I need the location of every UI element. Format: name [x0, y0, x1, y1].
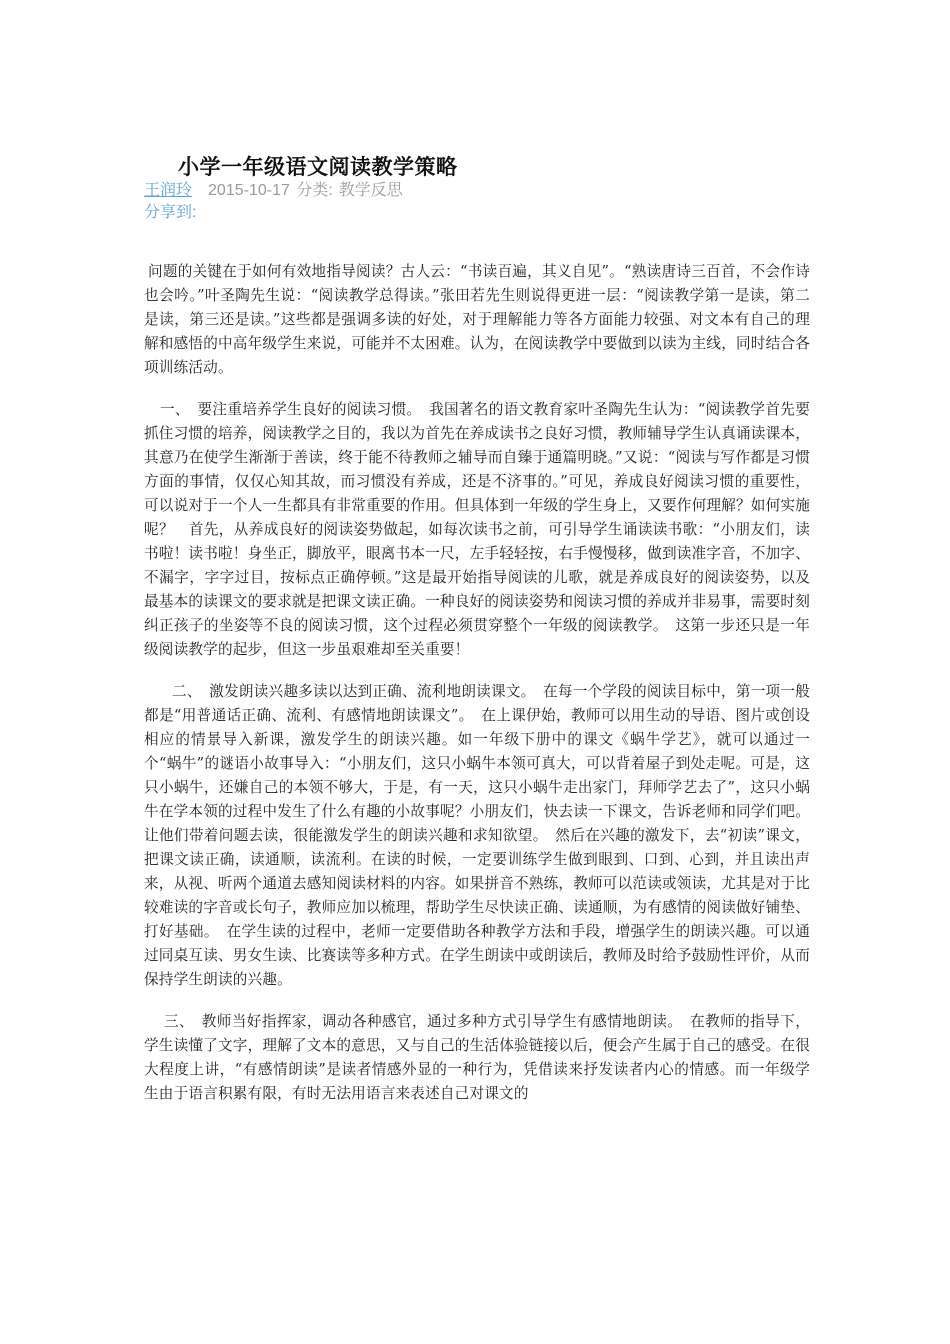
category-label: 分类:	[296, 182, 333, 199]
post-date: 2015-10-17	[208, 182, 290, 199]
category-link[interactable]: 教学反思	[338, 182, 403, 199]
paragraph-section-3: 三、 教师当好指挥家，调动各种感官，通过多种方式引导学生有感情地朗读。 在教师的指导下，学生读懂了文字，理解了文本的意思，又与自己的生活体验链接以后，便会产生属于自己的感受。在很大程度上讲，“有感情朗读”是读者情感外显的一种行为，凭借读来抒发读者内心的情感。而一年级学生由于语言积累有限，有时无法用语言来表述自己对课文的	[144, 1013, 810, 1102]
paragraph-section-2: 二、 激发朗读兴趣多读以达到正确、流利地朗读课文。 在每一个学段的阅读目标中，第一项一般都是“用普通话正确、流利、有感情地朗读课文”。 在上课伊始，教师可以用生动的导语、图片或创设相应的情景导入新课，激发学生的朗读兴趣。如一年级下册中的课文《蜗牛学艺》，就可以通过一个“蜗牛”的谜语小故事导入：“小朋友们，这只小蜗牛本领可真大，可以背着屋子到处走呢。可是，这只小蜗牛，还嫌自己的本领不够大，于是，有一天，这只小蜗牛走出家门，拜师学艺去了”，这只小蜗牛在学本领的过程中发生了什么有趣的小故事呢？小朋友们，快去读一下课文，告诉老师和同学们吧。让他们带着问题去读，很能激发学生的朗读兴趣和求知欲望。 然后在兴趣的激发下，去“初读”课文，把课文读正确，读通顺，读流利。在读的时候，一定要训练学生做到眼到、口到、心到，并且读出声来，从视、听两个通道去感知阅读材料的内容。如果拼音不熟练，教师可以范读或领读，尤其是对于比较难读的字音或长句子，教师应加以梳理，帮助学生尽快读正确、读通顺，为有感情的阅读做好铺垫、打好基础。 在学生读的过程中，老师一定要借助各种教学方法和手段，增强学生的朗读兴趣。可以通过同桌互读、男女生读、比赛读等多种方式。在学生朗读中或朗读后，教师及时给予鼓励性评价，从而保持学生朗读的兴趣。	[144, 683, 810, 988]
paragraph-section-1: 一、 要注重培养学生良好的阅读习惯。 我国著名的语文教育家叶圣陶先生认为：“阅读教学首先要抓住习惯的培养，阅读教学之目的，我以为首先在养成读书之良好习惯，教师辅导学生认真诵读课本，其意乃在使学生渐渐于善读，终于能不待教师之辅导而自臻于通篇明晓。”又说：“阅读与写作都是习惯方面的事情，仅仅心知其故，而习惯没有养成，还是不济事的。”可见，养成良好阅读习惯的重要性，可以说对于一个人一生都具有非常重要的作用。但具体到一年级的学生身上，又要作何理解？如何实施呢？ 首先，从养成良好的阅读姿势做起，如每次读书之前，可引导学生诵读读书歌：“小朋友们，读书啦！读书啦！身坐正，脚放平，眼离书本一尺，左手轻轻按，右手慢慢移，做到读准字音，不加字、不漏字，字字过目，按标点正确停顿。”这是最开始指导阅读的儿歌，就是养成良好的阅读姿势，以及最基本的读课文的要求就是把课文读正确。一种良好的阅读姿势和阅读习惯的养成并非易事，需要时刻纠正孩子的坐姿等不良的阅读习惯，这个过程必须贯穿整个一年级的阅读教学。 这第一步还只是一年级阅读教学的起步，但这一步虽艰难却至关重要！	[144, 401, 810, 658]
article-title: 小学一年级语文阅读教学策略	[178, 154, 458, 179]
author-link[interactable]: 王润玲	[144, 182, 193, 199]
paragraph-intro: 问题的关键在于如何有效地指导阅读？古人云：“书读百遍，其义自见”。“熟读唐诗三百首，不会作诗也会吟。”叶圣陶先生说：“阅读教学总得读。”张田若先生则说得更进一层：“阅读教学第一是读，第二是读，第三还是读。”这些都是强调多读的好处，对于理解能力等各方面能力较强、对文本有自己的理解和感悟的中高年级学生来说，可能并不太困难。认为，在阅读教学中要做到以读为主线，同时结合各项训练活动。	[144, 263, 810, 376]
share-label: 分享到:	[144, 204, 197, 221]
article	[144, 150, 810, 1106]
article-meta	[144, 180, 810, 202]
